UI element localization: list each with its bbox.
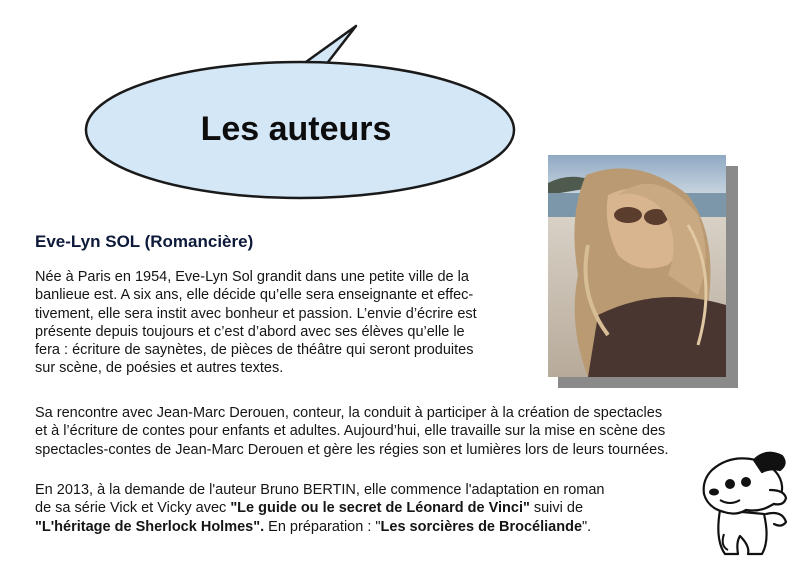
portrait-image <box>548 155 726 377</box>
author-photo <box>548 155 726 377</box>
bio-paragraph-3 <box>35 481 685 536</box>
text-line: En 2013, à la demande de l'auteur Bruno BERTIN, elle commence l'adaptation en roman <box>35 482 605 498</box>
book-title: "Le guide ou le secret de Léonard de Vinci" <box>230 500 530 517</box>
text-line <box>35 499 685 517</box>
plain-text: ". <box>582 518 592 535</box>
book-title: Les sorcières de Brocéliande <box>380 518 583 535</box>
plain-text: suivi de <box>529 500 584 517</box>
text-line: sur scène, de poésies et autres textes. <box>35 360 284 377</box>
text-line: et à l’écriture de contes pour enfants et adultes. Aujourd’hui, elle travaille sur la mise en scène des <box>35 423 666 440</box>
plain-text: En préparation : " <box>264 518 381 535</box>
text-line: Sa rencontre avec Jean-Marc Derouen, conteur, la conduit à participer à la création de spectacles <box>35 405 663 421</box>
book-title: "L'héritage de Sherlock Holmes". <box>35 518 265 535</box>
text-line: fera : écriture de saynètes, de pièces de théâtre qui seront produites <box>35 342 474 359</box>
text-line: banlieue est. A six ans, elle décide qu’elle sera enseignante et effec- <box>35 287 474 304</box>
text-line: tivement, elle sera instit avec bonheur et passion. L’envie d’écrire est <box>35 305 477 322</box>
bio-paragraph-1 <box>35 268 535 378</box>
bio-paragraph-2 <box>35 404 735 459</box>
plain-text: de sa série Vick et Vicky avec <box>35 500 231 517</box>
text-line <box>35 518 685 536</box>
text-line: Née à Paris en 1954, Eve-Lyn Sol grandit dans une petite ville de la <box>35 269 469 285</box>
page-title: Les auteurs <box>200 110 392 148</box>
text-line: spectacles-contes de Jean-Marc Derouen et gère les régies son et lumières lors de leurs tournées. <box>35 441 669 458</box>
author-name: Eve-Lyn SOL (Romancière) <box>35 232 254 251</box>
text-line: présente depuis toujours et c’est d’abord avec ses élèves qu’elle le <box>35 323 465 340</box>
dog-illustration-icon <box>690 450 790 560</box>
